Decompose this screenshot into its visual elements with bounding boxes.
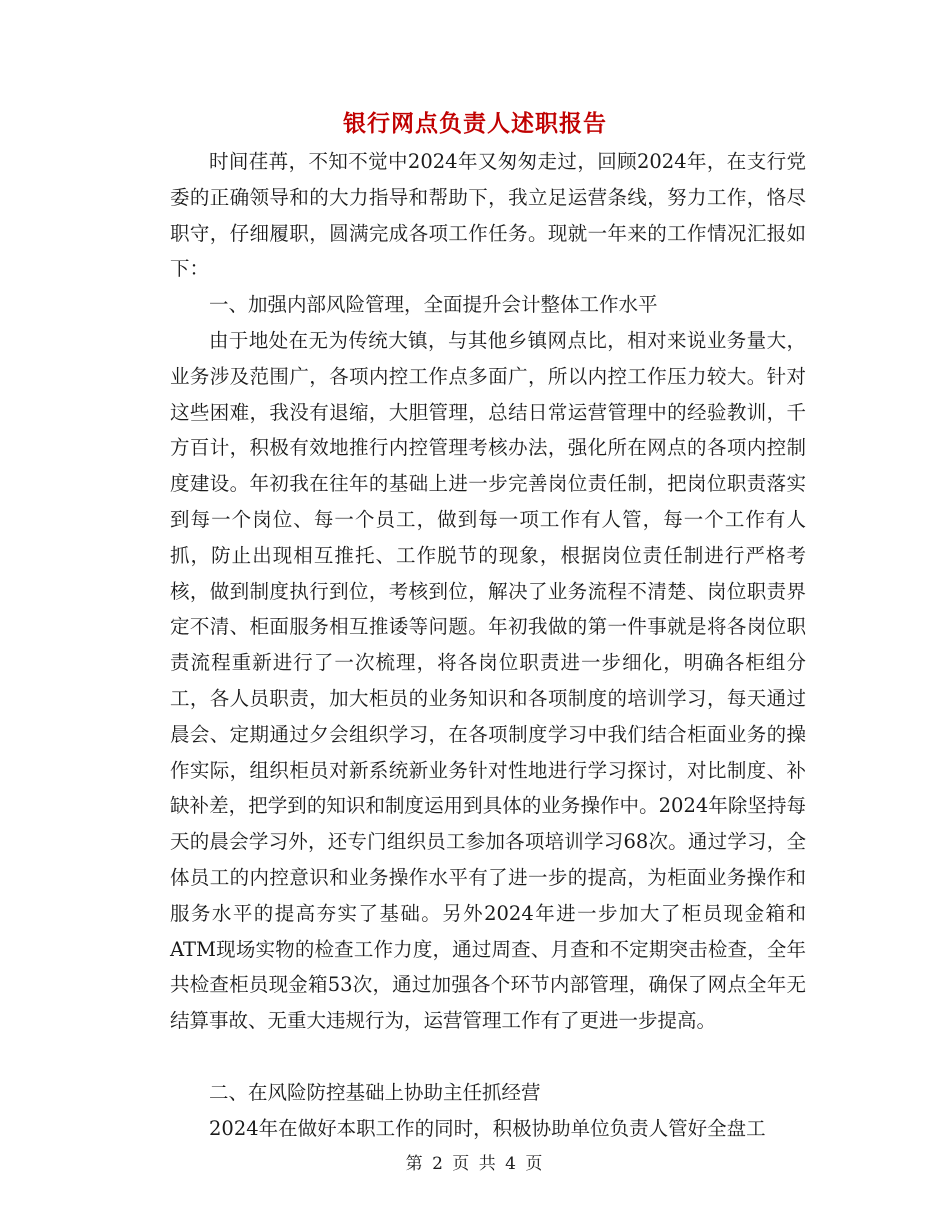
section-heading-1: 一、加强内部风险管理，全面提升会计整体工作水平	[209, 293, 658, 317]
page-footer: 第 2 页 共 4 页	[405, 1154, 545, 1174]
intro-paragraph: 时间荏苒，不知不觉中2024年又匆匆走过，回顾2024年，在支行党委的正确领导和的大力指导和帮助下，我立足运营条线，努力工作，恪尽职守，仔细履职，圆满完成各项工作任务。现就一年来的工作情况汇报如下：	[170, 150, 806, 281]
section-1-paragraph: 由于地处在无为传统大镇，与其他乡镇网点比，相对来说业务量大，业务涉及范围广，各项内控工作点多面广，所以内控工作压力较大。针对这些困难，我没有退缩，大胆管理，总结日常运营管理中的经验教训，千方百计，积极有效地推行内控管理考核办法，强化所在网点的各项内控制度建设。年初我在往年的基础上进一步完善岗位责任制，把岗位职责落实到每一个岗位、每一个员工，做到每一项工作有人管，每一个工作有人抓，防止出现相互推托、工作脱节的现象，根据岗位责任制进行严格考核，做到制度执行到位，考核到位，解决了业务流程不清楚、岗位职责界定不清、柜面服务相互推诿等问题。年初我做的第一件事就是将各岗位职责流程重新进行了一次梳理，将各岗位职责进一步细化，明确各柜组分工，各人员职责，加大柜员的业务知识和各项制度的培训学习，每天通过晨会、定期通过夕会组织学习，在各项制度学习中我们结合柜面业务的操作实际，组织柜员对新系统新业务针对性地进行学习探讨，对比制度、补缺补差，把学到的知识和制度运用到具体的业务操作中。2024年除坚持每天的晨会学习外，还专门组织员工参加各项培训学习68次。通过学习，全体员工的内控意识和业务操作水平有了进一步的提高，为柜面业务操作和服务水平的提高夯实了基础。另外2024年进一步加大了柜员现金箱和ATM现场实物的检查工作力度，通过周查、月查和不定期突击检查，全年共检查柜员现金箱53次，通过加强各个环节内部管理，确保了网点全年无结算事故、无重大违规行为，运营管理工作有了更进一步提高。	[170, 328, 806, 1033]
section-heading-2: 二、在风险防控基础上协助主任抓经营	[209, 1080, 541, 1104]
document-title: 银行网点负责人述职报告	[343, 110, 607, 137]
document-body	[170, 144, 806, 1146]
section-2-paragraph: 2024年在做好本职工作的同时，积极协助单位负责人管好全盘工	[209, 1116, 766, 1140]
